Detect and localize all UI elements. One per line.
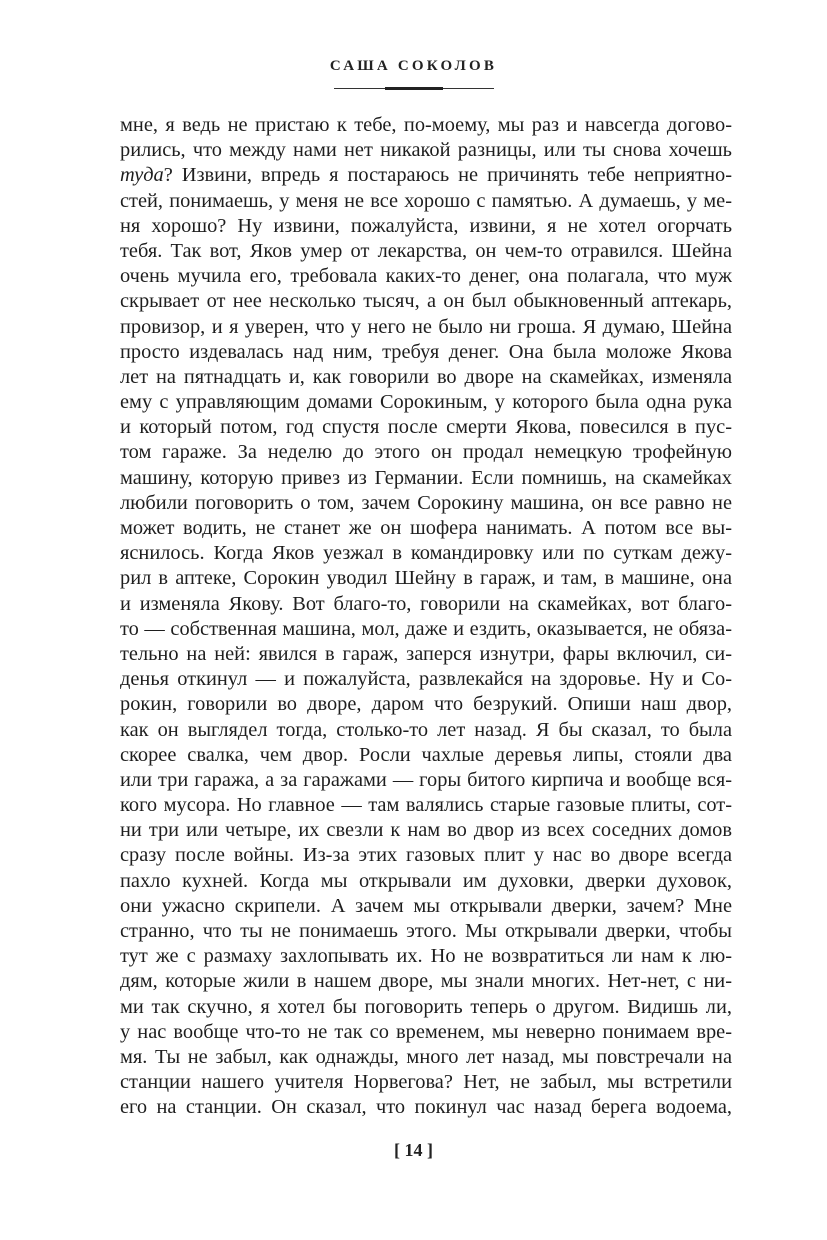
- text-run: рились, что между нами нет никакой разницы, или ты снова хочешь: [120, 139, 732, 162]
- text-line: [120, 919, 732, 944]
- text-line: [120, 365, 732, 390]
- text-run: просто издевалась над ним, требуя денег. Она была моложе Якова: [120, 340, 732, 363]
- text-run: ня хорошо? Ну извини, пожалуйста, извини, я не хотел огорчать: [120, 214, 732, 237]
- text-line: [120, 692, 732, 717]
- text-run: скрывает от нее несколько тысяч, а он был обыкновенный аптекарь,: [120, 290, 732, 313]
- text-run: или три гаража, а за гаражами — горы битого кирпича и вообще вся-: [120, 768, 732, 791]
- text-line: [120, 1070, 732, 1095]
- text-run: очень мучила его, требовала каких-то денег, она полагала, что муж: [120, 265, 732, 288]
- text-run: странно, что ты не понимаешь этого. Мы открывали дверки, чтобы: [120, 920, 732, 942]
- text-run: и изменяла Якову. Вот благо-то, говорили на скамейках, вот благо-: [120, 592, 732, 615]
- text-run: то — собственная машина, мол, даже и ездить, оказывается, не обяза-: [120, 617, 732, 640]
- text-run: ему с управляющим домами Сорокиным, у которого была одна рука: [120, 391, 732, 414]
- text-run: денья откинул — и пожалуйста, развлекайся на здоровье. Ну и Со-: [120, 668, 732, 691]
- text-run: у нас вообще что-то не так со временем, мы неверно понимаем вре-: [120, 1020, 732, 1043]
- text-line: [120, 1095, 732, 1120]
- text-run: ? Извини, впредь я постараюсь не причинять тебе неприятно-: [163, 164, 732, 187]
- text-run: как он выглядел тогда, столько-то лет назад. Я бы сказал, то была: [120, 718, 732, 741]
- text-run: дям, которые жили в нашем дворе, мы знали многих. Нет-нет, с ни-: [120, 970, 732, 993]
- text-line: [120, 466, 732, 491]
- text-line: [120, 944, 732, 969]
- text-line: [120, 415, 732, 440]
- text-line: [120, 969, 732, 994]
- text-line: [120, 617, 732, 642]
- body-text: [120, 113, 732, 1121]
- text-line: [120, 843, 732, 868]
- text-run: тебя. Так вот, Яков умер от лекарства, он чем-то отравился. Шейна: [120, 239, 732, 262]
- text-line: [120, 894, 732, 919]
- text-line: [120, 768, 732, 793]
- text-run: ми так скучно, я хотел бы поговорить теперь о другом. Видишь ли,: [120, 995, 732, 1018]
- text-line: [120, 440, 732, 465]
- text-line: [120, 667, 732, 692]
- text-line: [120, 592, 732, 617]
- text-run: его на станции. Он сказал, что покинул час назад берега водоема,: [120, 1096, 732, 1119]
- text-run: машину, которую привез из Германии. Если помнишь, на скамейках: [120, 466, 732, 489]
- text-run: тут же с размаху захлопывать их. Но не возвратиться ли нам к лю-: [120, 945, 732, 968]
- text-run: пахло кухней. Когда мы открывали им духовки, дверки духовок,: [120, 869, 732, 892]
- text-run: стей, понимаешь, у меня не все хорошо с памятью. А думаешь, у ме-: [120, 189, 732, 212]
- text-line: [120, 239, 732, 264]
- text-line: [120, 289, 732, 314]
- text-run: рокин, говорили во дворе, даром что безрукий. Опиши наш двор,: [120, 693, 732, 716]
- text-run: сразу после войны. Из-за этих газовых плит у нас во дворе всегда: [120, 844, 732, 867]
- text-line: [120, 138, 732, 163]
- text-run: провизор, и я уверен, что у него не было ни гроша. Я думаю, Шейна: [120, 315, 732, 338]
- text-run: они ужасно скрипели. А зачем мы открывали дверки, зачем? Мне: [120, 894, 732, 917]
- text-line: [120, 340, 732, 365]
- text-line: [120, 718, 732, 743]
- text-run: станции нашего учителя Норвегова? Нет, не забыл, мы встретили: [120, 1071, 732, 1094]
- text-line: [120, 163, 732, 188]
- text-line: [120, 869, 732, 894]
- page-number: [ 14 ]: [394, 1140, 433, 1160]
- text-line: [120, 516, 732, 541]
- text-run: мя. Ты не забыл, как однажды, много лет назад, мы повстречали на: [120, 1045, 732, 1068]
- text-run: рил в аптеке, Сорокин уводил Шейну в гараж, и там, в машине, она: [120, 567, 732, 590]
- text-line: [120, 1020, 732, 1045]
- text-run: лет на пятнадцать и, как говорили во дворе на скамейках, изменяла: [120, 365, 732, 388]
- text-line: [120, 189, 732, 214]
- italic-emphasis: туда: [120, 164, 164, 187]
- text-run: том гараже. За неделю до этого он продал немецкую трофейную: [120, 441, 732, 464]
- text-line: [120, 566, 732, 591]
- text-line: [120, 1045, 732, 1070]
- text-line: [120, 793, 732, 818]
- text-line: [120, 315, 732, 340]
- text-line: [120, 642, 732, 667]
- text-run: кого мусора. Но главное — там валялись старые газовые плиты, сот-: [120, 794, 732, 817]
- text-line: [120, 818, 732, 843]
- text-run: мне, я ведь не пристаю к тебе, по-моему, мы раз и навсегда догово-: [120, 114, 732, 136]
- text-line: [120, 214, 732, 239]
- text-run: ни три или четыре, их свезли к нам во двор из всех соседних домов: [120, 819, 732, 842]
- text-run: яснилось. Когда Яков уезжал в командировку или по суткам дежу-: [120, 542, 732, 565]
- text-run: любили поговорить о том, зачем Сорокину машина, он все равно не: [120, 491, 732, 514]
- text-line: [120, 541, 732, 566]
- text-line: [120, 113, 732, 138]
- text-line: [120, 995, 732, 1020]
- text-line: [120, 743, 732, 768]
- running-head-author: САША СОКОЛОВ: [329, 58, 498, 74]
- text-line: [120, 390, 732, 415]
- text-run: может водить, не станет же он шофера нанимать. А потом все вы-: [120, 517, 732, 539]
- header-rule-ornament: [385, 87, 443, 90]
- text-run: тельно на ней: явился в гараж, заперся изнутри, фары включил, си-: [120, 642, 732, 665]
- text-line: [120, 264, 732, 289]
- text-run: и который потом, год спустя после смерти Якова, повесился в пус-: [120, 416, 732, 439]
- text-line: [120, 491, 732, 516]
- text-run: скорее свалка, чем двор. Росли чахлые деревья липы, стояли два: [120, 743, 732, 766]
